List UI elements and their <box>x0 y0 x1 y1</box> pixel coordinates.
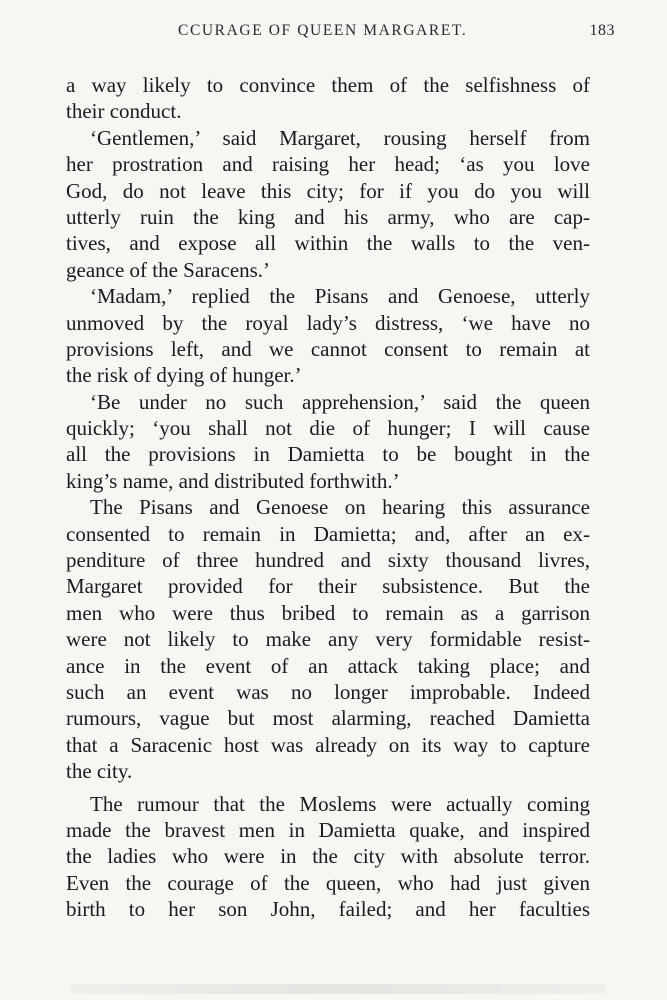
text-line: ance in the event of an attack taking place; and <box>66 653 590 678</box>
text-line: Even the courage of the queen, who had just given <box>66 870 590 895</box>
text-line: ‘Madam,’ replied the Pisans and Genoese, utterly <box>90 284 590 309</box>
body-text <box>66 72 590 923</box>
text-line: rumours, vague but most alarming, reached Damietta <box>66 706 590 731</box>
text-line: her prostration and raising her head; ‘as you love <box>66 152 590 177</box>
text-line: their conduct. <box>66 99 182 124</box>
page-header <box>66 22 615 52</box>
text-line: the city. <box>66 759 133 784</box>
text-line: tives, and expose all within the walls to the ven- <box>66 231 590 256</box>
text-line: ‘Gentlemen,’ said Margaret, rousing herself from <box>90 125 590 150</box>
text-line: men who were thus bribed to remain as a garrison <box>66 600 590 625</box>
running-title: CCURAGE OF QUEEN MARGARET. <box>178 22 468 39</box>
text-line: a way likely to convince them of the selfishness of <box>66 73 590 97</box>
text-line: utterly ruin the king and his army, who are cap- <box>66 204 590 229</box>
text-line: provisions left, and we cannot consent to remain at <box>66 336 590 361</box>
text-line: The Pisans and Genoese on hearing this assurance <box>90 495 590 520</box>
text-line: king’s name, and distributed forthwith.’ <box>66 468 400 493</box>
text-line: such an event was no longer improbable. Indeed <box>66 679 590 704</box>
text-line: consented to remain in Damietta; and, after an ex- <box>66 521 590 546</box>
text-line: birth to her son John, failed; and her faculties <box>66 897 590 922</box>
page-bottom-smudge <box>70 984 607 994</box>
text-line: quickly; ‘you shall not die of hunger; I will cause <box>66 416 590 441</box>
text-line: God, do not leave this city; for if you do you will <box>66 178 590 203</box>
text-line: all the provisions in Damietta to be bought in the <box>66 442 590 467</box>
text-line: were not likely to make any very formidable resist- <box>66 627 590 652</box>
text-line: Margaret provided for their subsistence. But the <box>66 574 590 599</box>
text-line: penditure of three hundred and sixty thousand livres, <box>66 548 590 573</box>
text-line: The rumour that the Moslems were actually coming <box>90 791 590 816</box>
text-line: unmoved by the royal lady’s distress, ‘we have no <box>66 310 590 335</box>
text-line: the risk of dying of hunger.’ <box>66 363 302 388</box>
page-number: 183 <box>589 22 615 39</box>
text-line: the ladies who were in the city with absolute terror. <box>66 844 590 869</box>
text-line: ‘Be under no such apprehension,’ said the queen <box>90 389 590 414</box>
text-line: made the bravest men in Damietta quake, and inspired <box>66 817 590 842</box>
text-line: geance of the Saracens.’ <box>66 257 271 282</box>
text-line: that a Saracenic host was already on its way to capture <box>66 732 590 757</box>
